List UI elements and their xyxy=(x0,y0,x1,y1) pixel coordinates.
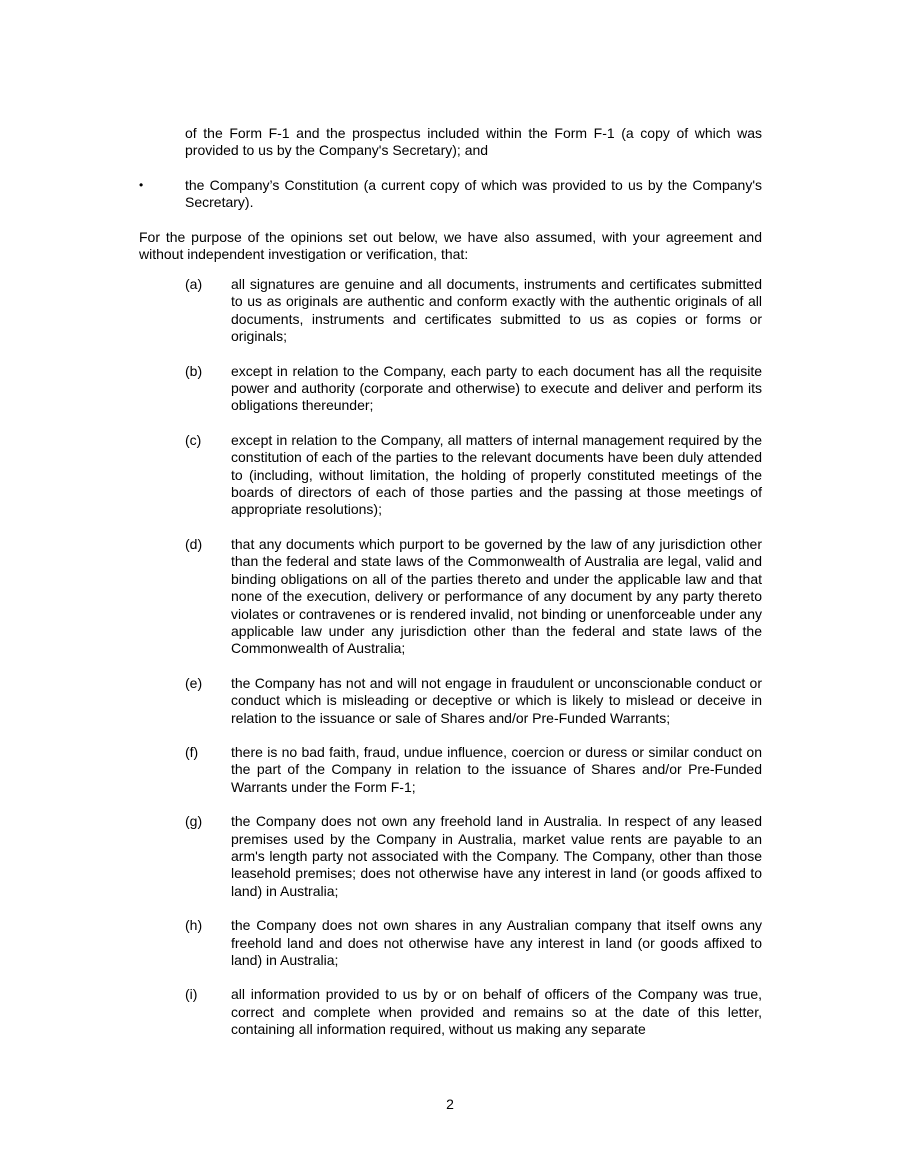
assumption-item-d xyxy=(185,536,762,658)
item-text: all information provided to us by or on behalf of officers of the Company was true, correct and complete when provided and remains so at the date of this letter, containing all information required, without us making any separate xyxy=(231,986,762,1038)
item-label: (a) xyxy=(185,276,203,292)
item-label: (b) xyxy=(185,362,203,379)
item-text: except in relation to the Company, each party to each document has all the requisite power and authority (corporate and otherwise) to execute and deliver and perform its obligations thereunder; xyxy=(231,362,762,414)
item-text: except in relation to the Company, all matters of internal management required by the constitution of each of the parties to the relevant documents have been duly attended to (including, without limitation, the holding of properly constituted meetings of the boards of directors of each of those parties and the passing at those meetings of appropriate resolutions); xyxy=(231,431,762,518)
assumption-item-g xyxy=(185,813,762,900)
assumptions-intro: For the purpose of the opinions set out below, we have also assumed, with your agreement and without independent investigation or verification, that: xyxy=(139,229,762,263)
item-text: that any documents which purport to be governed by the law of any jurisdiction other than the federal and state laws of the Commonwealth of Australia are legal, valid and binding obligations on all of the parties thereto and under the applicable law and that none of the execution, delivery or performance of any document by any party thereto violates or contravenes or is rendered invalid, not binding or unenforceable under any applicable law under any jurisdiction other than the federal and state laws of the Commonwealth of Australia; xyxy=(231,535,762,657)
item-label: (h) xyxy=(185,917,203,934)
assumption-item-h xyxy=(185,917,762,969)
assumption-item-e xyxy=(185,675,762,727)
assumption-item-f xyxy=(185,744,762,796)
item-text: the Company does not own shares in any Australian company that itself owns any freehold land and does not otherwise have any interest in land (or goods affixed to land) in Australia; xyxy=(231,917,762,968)
assumption-item-c xyxy=(185,432,762,519)
bullet-item-text: the Company’s Constitution (a current copy of which was provided to us by the Company's Secretary). xyxy=(185,177,762,211)
item-text: all signatures are genuine and all documents, instruments and certificates submitted to us as originals are authentic and conform exactly with the authentic originals of all documents, instruments and certificates submitted to us as copies or forms or originals; xyxy=(231,276,762,345)
item-text: the Company does not own any freehold land in Australia. In respect of any leased premises used by the Company in Australia, market value rents are payable to an arm's length party not associated with the Company. The Company, other than those leasehold premises; does not otherwise have any interest in land (or goods affixed to land) in Australia; xyxy=(231,813,762,899)
assumption-item-i xyxy=(185,986,762,1038)
item-label: (f) xyxy=(185,743,199,760)
assumption-item-a xyxy=(185,276,762,346)
assumption-item-b xyxy=(185,363,762,415)
item-text: there is no bad faith, fraud, undue influence, coercion or duress or similar conduct on the part of the Company in relation to the issuance of Shares and/or Pre-Funded Warrants under the Form F-1; xyxy=(231,743,762,795)
assumptions-list xyxy=(185,276,762,1056)
bullet-icon: • xyxy=(139,178,144,192)
item-label: (e) xyxy=(185,674,203,691)
item-text: the Company has not and will not engage in fraudulent or unconscionable conduct or conduct which is misleading or deceptive or which is likely to mislead or deceive in relation to the issuance or sale of Shares and/or Pre-Funded Warrants; xyxy=(231,674,762,726)
page-number: 2 xyxy=(446,1096,454,1112)
item-label: (d) xyxy=(185,535,203,552)
item-label: (g) xyxy=(185,813,203,830)
item-label: (i) xyxy=(185,986,198,1003)
item-label: (c) xyxy=(185,431,202,448)
continuation-paragraph: of the Form F-1 and the prospectus included within the Form F-1 (a copy of which was provided to us by the Company's Secretary); and xyxy=(185,125,762,159)
